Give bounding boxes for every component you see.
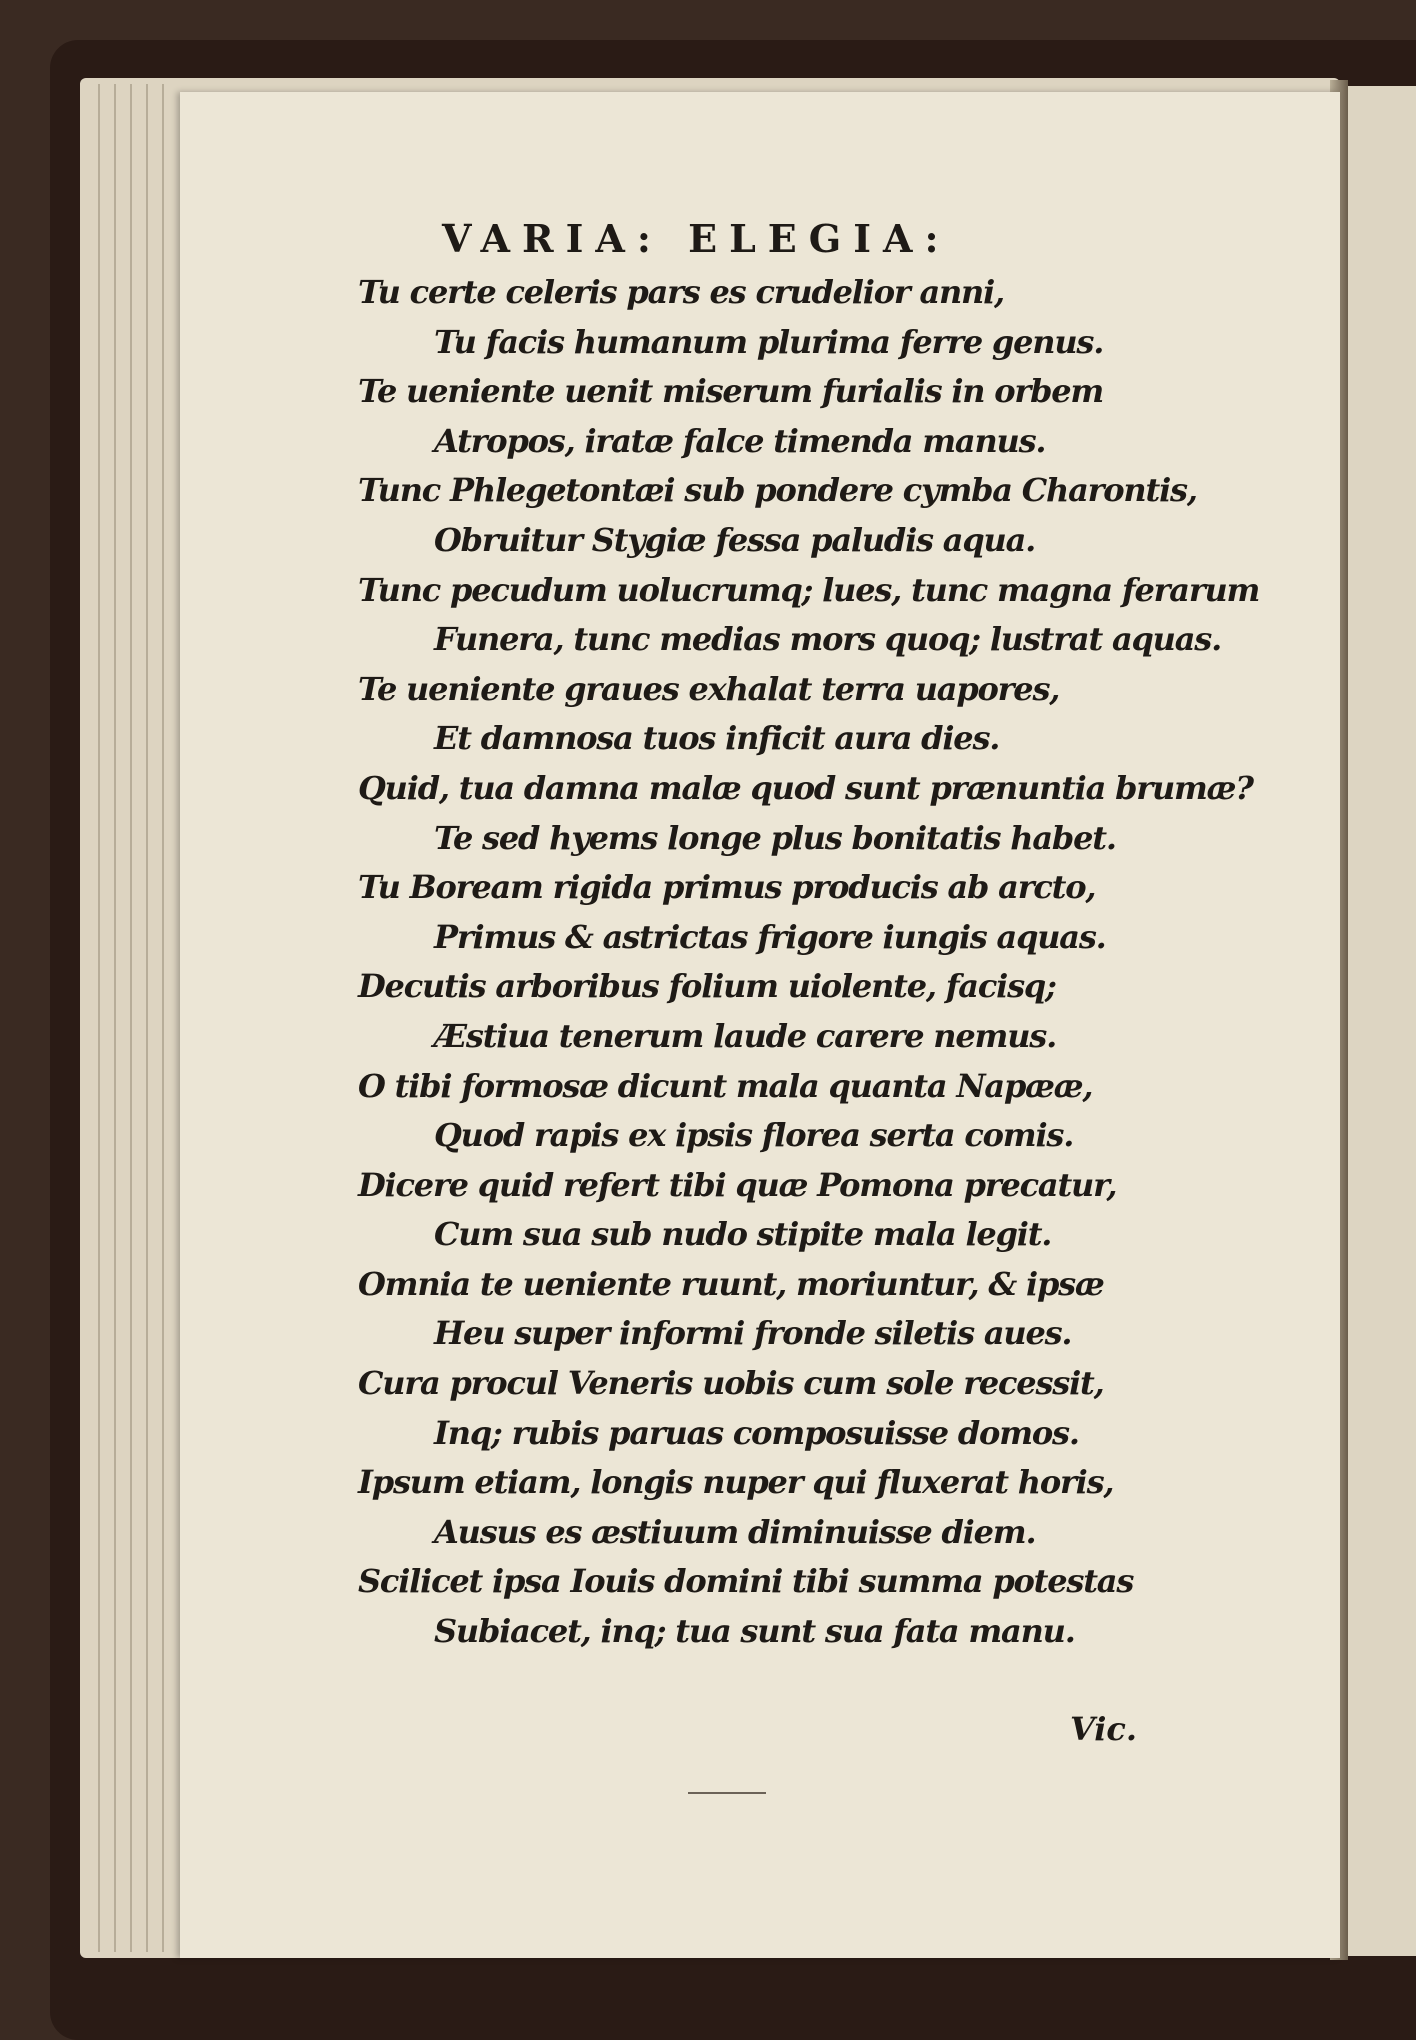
page-edge: [162, 84, 164, 1952]
running-head: VARIA: ELEGIA:: [442, 216, 951, 261]
page-edge: [146, 84, 148, 1952]
verse-line: Decutis arboribus folium uiolente, facisq;: [358, 967, 1056, 1006]
verse-line: Atropos, iratæ falce timenda manus.: [434, 421, 1046, 460]
verse-line: Funera, tunc medias mors quoq; lustrat aquas.: [434, 620, 1222, 659]
verse-line: Ipsum etiam, longis nuper qui fluxerat horis,: [358, 1463, 1114, 1502]
verse-line: Tu certe celeris pars es crudelior anni,: [358, 273, 1005, 311]
verse-line: Cura procul Veneris uobis cum sole recessit,: [358, 1364, 1104, 1403]
verse-line: Cum sua sub nudo stipite mala legit.: [434, 1215, 1052, 1254]
page-edge: [130, 84, 132, 1952]
verse-line: Subiacet, inq; tua sunt sua fata manu.: [434, 1612, 1075, 1651]
verse-line: Dicere quid refert tibi quæ Pomona precatur,: [358, 1165, 1117, 1204]
verse-line: Tunc pecudum uolucrumq; lues, tunc magna ferarum: [358, 570, 1260, 609]
verse-line: Te ueniente uenit miserum furialis in orbem: [358, 372, 1104, 411]
verse-line: O tibi formosæ dicunt mala quanta Napææ,: [358, 1066, 1093, 1105]
verse-line: Heu super informi fronde siletis aues.: [434, 1314, 1072, 1353]
verse-line: Et damnosa tuos inficit aura dies.: [434, 719, 1000, 758]
verse-line: Quod rapis ex ipsis florea serta comis.: [434, 1116, 1074, 1155]
elegy-verse: [358, 268, 1259, 1657]
page-text-layer: [180, 92, 1340, 1958]
facing-page-edge: [1348, 86, 1416, 1956]
catchword: Vic.: [1070, 1710, 1138, 1748]
verse-line: Tu facis humanum plurima ferre genus.: [434, 322, 1104, 361]
verse-line: Tunc Phlegetontæi sub pondere cymba Charontis,: [358, 471, 1197, 510]
verse-line: Æstiua tenerum laude carere nemus.: [434, 1016, 1057, 1055]
verse-line: Inq; rubis paruas composuisse domos.: [434, 1413, 1079, 1452]
verse-line: Omnia te ueniente ruunt, moriuntur, & ipsæ: [358, 1264, 1104, 1303]
verse-line: Quid, tua damna malæ quod sunt prænuntia brumæ?: [358, 768, 1253, 807]
verse-line: Scilicet ipsa Iouis domini tibi summa potestas: [358, 1562, 1134, 1601]
verse-line: Te sed hyems longe plus bonitatis habet.: [434, 818, 1116, 857]
verse-line: Tu Boream rigida primus producis ab arcto,: [358, 868, 1096, 907]
verse-line: Primus & astrictas frigore iungis aquas.: [434, 917, 1106, 956]
page-edge: [98, 84, 100, 1952]
printer-rule: [688, 1792, 766, 1794]
page-edge: [114, 84, 116, 1952]
verse-line: Te ueniente graues exhalat terra uapores,: [358, 669, 1060, 708]
verse-line: Obruitur Stygiæ fessa paludis aqua.: [434, 520, 1036, 559]
verse-line: Ausus es æstiuum diminuisse diem.: [434, 1512, 1036, 1551]
